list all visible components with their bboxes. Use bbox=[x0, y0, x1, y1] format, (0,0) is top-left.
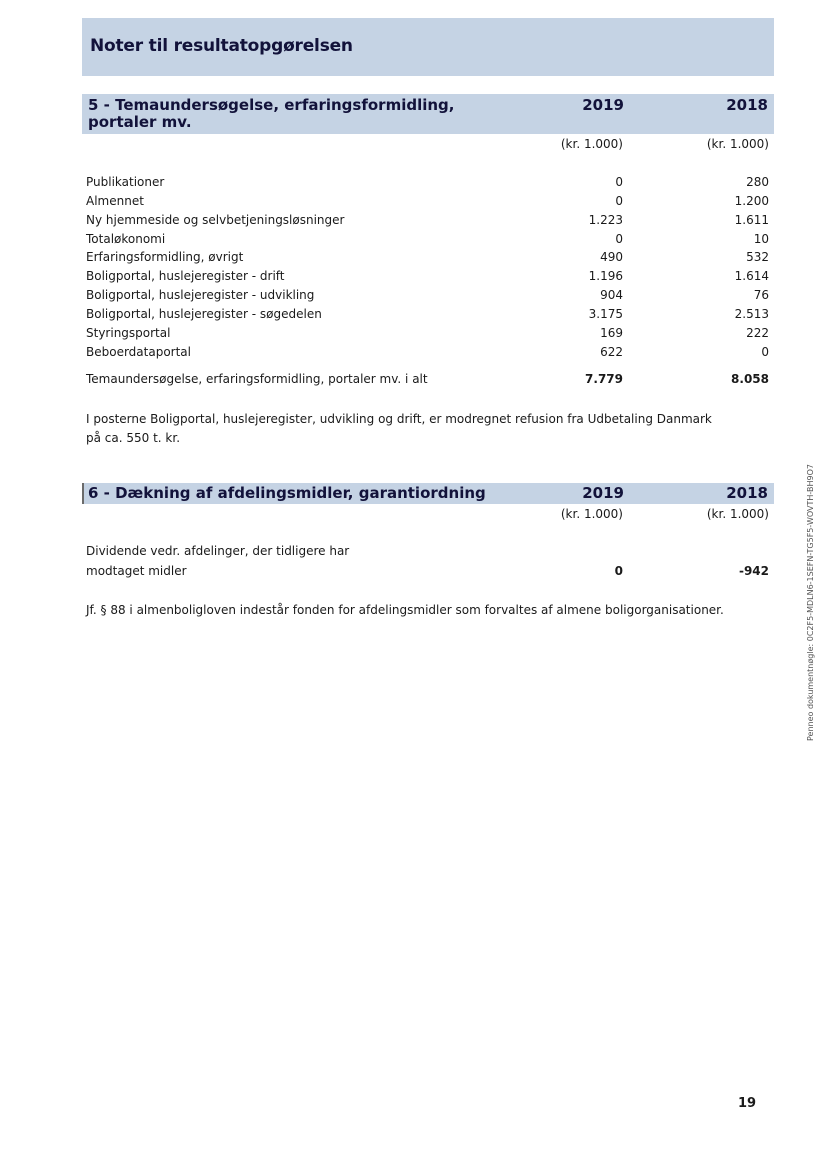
section6-year-2018: 2018 bbox=[726, 484, 768, 502]
row-label: Erfaringsformidling, øvrigt bbox=[86, 250, 244, 264]
section5-note-line2: på ca. 550 t. kr. bbox=[86, 431, 181, 445]
page-number: 19 bbox=[738, 1096, 757, 1111]
row-value-2019: 0 bbox=[615, 232, 623, 246]
row-value-2018: 222 bbox=[746, 326, 769, 340]
row-label: Beboerdataportal bbox=[86, 345, 191, 359]
row-value-2018: 280 bbox=[746, 175, 769, 189]
row-value-2018: 76 bbox=[753, 288, 769, 302]
section5-unit-2019: (kr. 1.000) bbox=[560, 137, 623, 151]
section5-year-2018: 2018 bbox=[726, 96, 768, 114]
row-label: Ny hjemmeside og selvbetjeningsløsninger bbox=[86, 213, 345, 227]
row-label: Boligportal, huslejeregister - søgedelen bbox=[86, 307, 322, 321]
section6-unit-2018: (kr. 1.000) bbox=[706, 507, 769, 521]
row-label: Boligportal, huslejeregister - udvikling bbox=[86, 288, 315, 302]
row-value-2019: 1.196 bbox=[588, 269, 623, 283]
section5-note-line1: I posterne Boligportal, huslejeregister, udvikling og drift, er modregnet refusion fra Udbetaling Danmark bbox=[86, 412, 712, 426]
row-label: Boligportal, huslejeregister - drift bbox=[86, 269, 285, 283]
row-value-2019: 1.223 bbox=[588, 213, 623, 227]
row-value-2019: 0 bbox=[615, 194, 623, 208]
row-value-2018: 10 bbox=[753, 232, 769, 246]
row-value-2019: 622 bbox=[600, 345, 623, 359]
row-value-2019: 169 bbox=[600, 326, 623, 340]
penneo-side-stamp: Penneo dokumentnøgle: 0C2F5-MDLN6-1SEFN-TG5F5-WOVTH-BH9O7 bbox=[806, 464, 815, 741]
total-value-2019: 7.779 bbox=[585, 372, 623, 386]
section6-unit-2019: (kr. 1.000) bbox=[560, 507, 623, 521]
section5-title: 5 - Temaundersøgelse, erfaringsformidling, portaler mv. bbox=[88, 96, 455, 131]
row-label: Totaløkonomi bbox=[86, 232, 166, 246]
section5-year-2019: 2019 bbox=[582, 96, 624, 114]
section6-row-label-line1: Dividende vedr. afdelinger, der tidligere har bbox=[86, 544, 350, 558]
row-value-2018: 2.513 bbox=[734, 307, 769, 321]
row-value-2018: 532 bbox=[746, 250, 769, 264]
section6-note: Jf. § 88 i almenboligloven indestår fonden for afdelingsmidler som forvaltes af almene boligorganisationer. bbox=[86, 603, 724, 617]
row-value-2018: 0 bbox=[761, 345, 769, 359]
row-value-2018: 1.200 bbox=[734, 194, 769, 208]
row-value-2019: 490 bbox=[600, 250, 623, 264]
row-label: Styringsportal bbox=[86, 326, 171, 340]
section6-value-2019: 0 bbox=[614, 564, 623, 578]
section6-value-2018: -942 bbox=[738, 564, 769, 578]
row-value-2018: 1.611 bbox=[734, 213, 769, 227]
section5-unit-2018: (kr. 1.000) bbox=[706, 137, 769, 151]
row-label: Publikationer bbox=[86, 175, 165, 189]
total-value-2018: 8.058 bbox=[731, 372, 769, 386]
section5-header bbox=[82, 94, 774, 134]
section6-header bbox=[82, 483, 774, 504]
row-value-2019: 904 bbox=[600, 288, 623, 302]
section6-title: 6 - Dækning af afdelingsmidler, garantiordning bbox=[88, 484, 486, 502]
row-value-2019: 3.175 bbox=[588, 307, 623, 321]
total-label: Temaundersøgelse, erfaringsformidling, portaler mv. i alt bbox=[86, 372, 428, 386]
section6-row-label-line2: modtaget midler bbox=[86, 564, 187, 578]
row-value-2018: 1.614 bbox=[734, 269, 769, 283]
section6-year-2019: 2019 bbox=[582, 484, 624, 502]
page-title: Noter til resultatopgørelsen bbox=[90, 36, 353, 56]
row-label: Almennet bbox=[86, 194, 144, 208]
row-value-2019: 0 bbox=[615, 175, 623, 189]
